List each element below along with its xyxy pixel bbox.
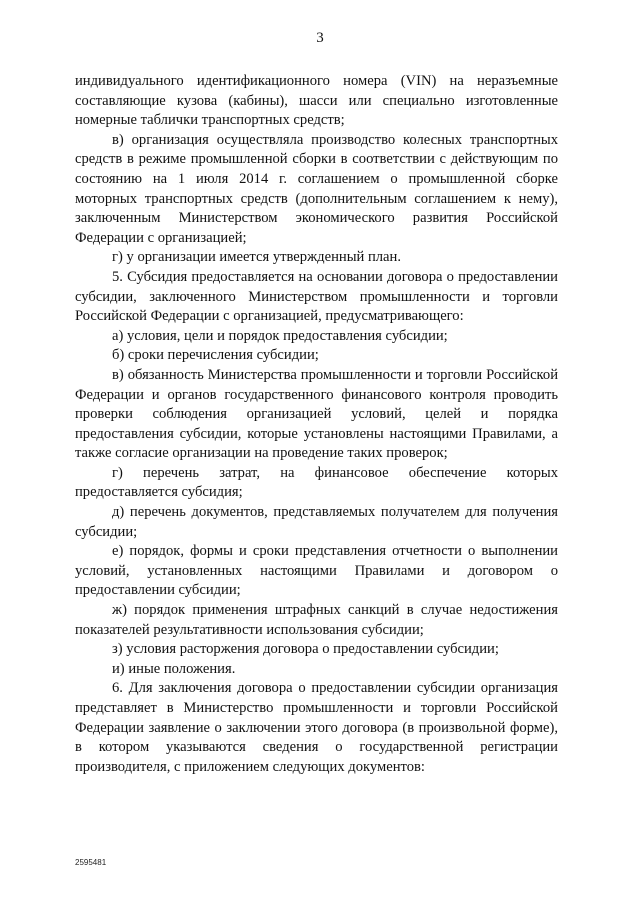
paragraph-item-g: г) у организации имеется утвержденный план. xyxy=(112,249,401,266)
paragraph-item-z: з) условия расторжения договора о предоставлении субсидии; xyxy=(112,641,499,658)
paragraph-item-i: и) иные положения. xyxy=(112,660,236,677)
paragraph-clause-6: 6. Для заключения договора о предоставлении субсидии организация представляет в Министерство промышленности и торговли Российской Федерации заявление о заключении этого договора (в произвольной форме), в котором указываются сведения о государственной регистрации производителя, с приложением следующих документов: xyxy=(75,680,558,775)
paragraph-item-v2: в) обязанность Министерства промышленности и торговли Российской Федерации и органов государственного финансового контроля проводить проверки соблюдения организацией условий, целей и порядка предоставления субсидии, которые установлены настоящими Правилами, а также согласие организации на проведение таких проверок; xyxy=(75,366,558,462)
paragraph-clause-5: 5. Субсидия предоставляется на основании договора о предоставлении субсидии, заключенного Министерством промышленности и торговли Российской Федерации с организацией, предусматривающего: xyxy=(75,268,558,325)
paragraph-item-g2: г) перечень затрат, на финансовое обеспечение которых предоставляется субсидия; xyxy=(75,464,558,501)
page-number: 3 xyxy=(316,30,324,46)
document-id: 2595481 xyxy=(75,858,107,867)
paragraph-item-b: б) сроки перечисления субсидии; xyxy=(112,347,319,364)
paragraph-item-zh: ж) порядок применения штрафных санкций в случае недостижения показателей результативности использования субсидии; xyxy=(75,602,558,638)
paragraph-continuation: индивидуального идентификационного номера (VIN) на неразъемные составляющие кузова (кабины), шасси или специально изготовленные номерные таблички транспортных средств; xyxy=(75,73,558,129)
document-body xyxy=(75,72,558,777)
paragraph-item-a: а) условия, цели и порядок предоставления субсидии; xyxy=(112,327,448,344)
paragraph-item-v: в) организация осуществляла производство колесных транспортных средств в режиме промышленной сборки в соответствии с действующим по состоянию на 1 июля 2014 г. соглашением о промышленной сборке моторных транспортных средств (дополнительным соглашением к нему), заключенным Министерством экономического развития Российской Федерации с организацией; xyxy=(75,131,558,246)
paragraph-item-e: е) порядок, формы и сроки представления отчетности о выполнении условий, установленных настоящими Правилами и договором о предоставлении субсидии; xyxy=(75,543,558,599)
paragraph-item-d: д) перечень документов, представляемых получателем для получения субсидии; xyxy=(75,504,558,540)
